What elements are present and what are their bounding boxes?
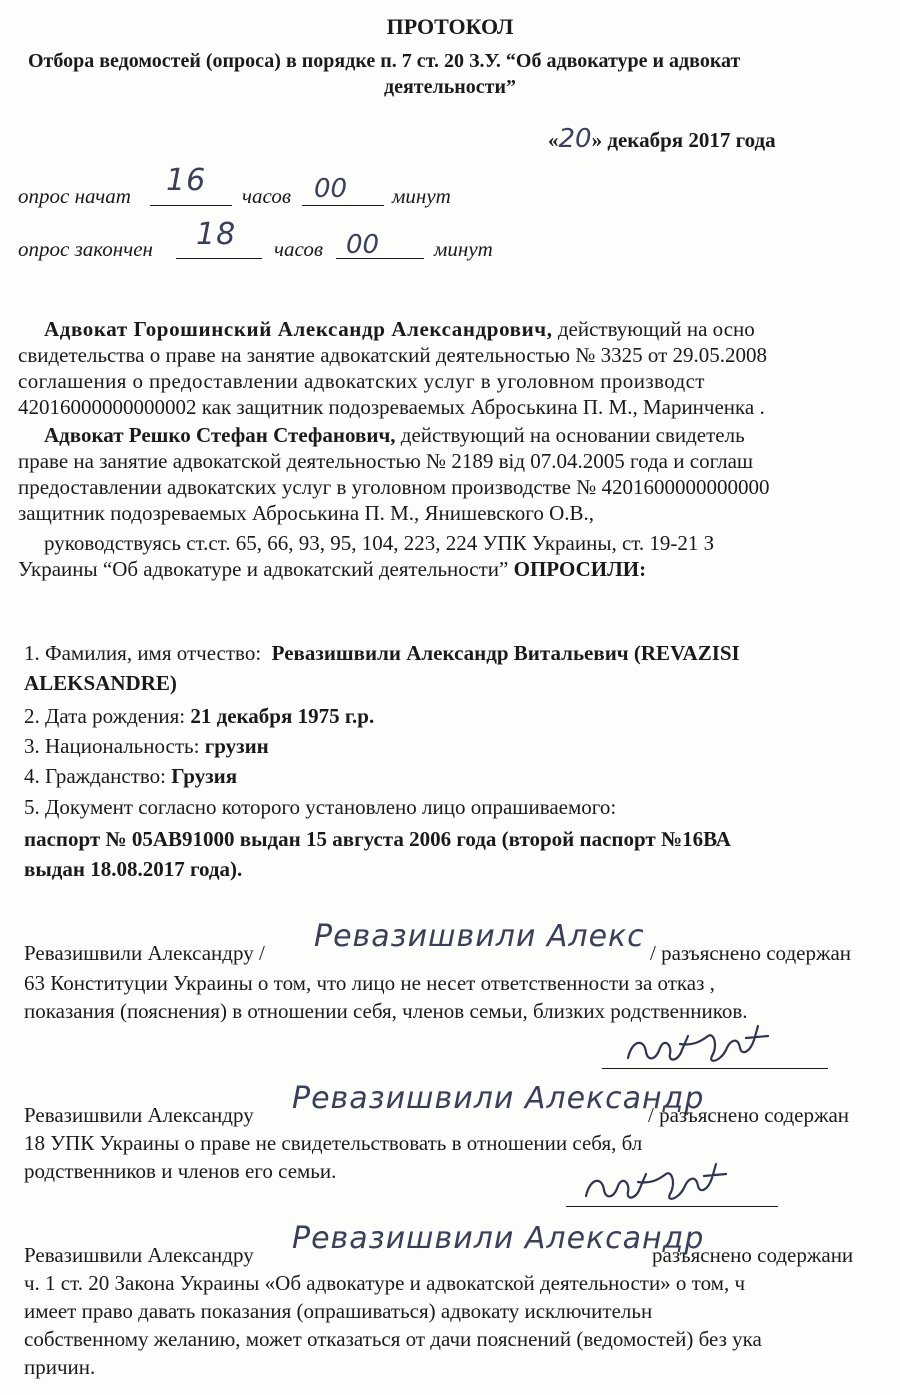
document-subtitle-line2: деятельности” [383, 76, 517, 98]
date-rest: » декабря 2017 года [591, 128, 776, 152]
start-hours-line [150, 205, 232, 206]
end-minutes-handwritten: 00 [346, 230, 380, 260]
full-name-value-cont: ALEKSANDRE) [24, 671, 177, 695]
end-label: опрос закончен [18, 237, 153, 261]
para3-line2 [18, 556, 646, 582]
para2-line1 [44, 422, 745, 448]
nationality-label: 3. Национальность: [24, 734, 200, 758]
para1-line4: 42016000000000002 как защитник подозреваемых Аброськина П. М., Маринченка . [18, 395, 765, 419]
explanation2-prefix: Ревазишвили Александру [24, 1103, 254, 1127]
document-subtitle-line1: Отбора ведомостей (опроса) в порядке п. 7 ст. 20 З.У. “Об адвокатуре и адвокат [28, 50, 741, 72]
explanation2-line2: 18 УПК Украины о праве не свидетельствовать в отношении себя, бл [24, 1131, 643, 1155]
interrogated-heading: ОПРОСИЛИ: [508, 557, 647, 581]
para2-line3: предоставлении адвокатских услуг в уголовном производстве № 4201600000000000 [18, 475, 770, 499]
explanation1-handwriting: Ревазишвили Алекс [314, 919, 645, 954]
lawyer1-name: Адвокат Горошинский Александр Александрович, [44, 317, 553, 341]
full-name-value: Ревазишвили Александр Витальевич (REVAZISI [271, 641, 740, 665]
explanation2-suffix: / разъяснено содержан [648, 1103, 850, 1127]
start-minutes-label: минут [392, 184, 451, 208]
start-minutes-handwritten: 00 [314, 174, 348, 204]
field-birth-date [24, 703, 374, 729]
explanation1-suffix: / разъяснено содержан [650, 941, 852, 965]
explanation3-line5: причин. [24, 1355, 96, 1379]
citizenship-value: Грузия [171, 764, 238, 788]
explanation3-suffix: разъяснено содержани [652, 1243, 854, 1267]
explanation2-handwriting: Ревазишвили Александр [292, 1081, 705, 1116]
explanation2-line3: родственников и членов его семьи. [24, 1159, 337, 1183]
explanation1-line3: показания (пояснения) в отношении себя, членов семьи, близких родственников. [24, 999, 748, 1023]
start-label: опрос начат [18, 184, 131, 208]
birth-date-value: 21 декабря 1975 г.р. [190, 704, 375, 728]
document-date [548, 126, 776, 153]
para1-line1-rest: действующий на осно [552, 317, 755, 341]
field-document-label: 5. Документ согласно которого установлено лицо опрашиваемого: [24, 795, 617, 819]
nationality-value: грузин [204, 734, 269, 758]
para3-line2-text: Украины “Об адвокатуре и адвокатский деятельности” [18, 557, 509, 581]
explanation3-handwriting: Ревазишвили Александр [292, 1221, 705, 1256]
end-minutes-label: минут [434, 237, 493, 261]
para1-line3: соглашения о предоставлении адвокатских услуг в уголовном производст [18, 369, 705, 393]
citizenship-label: 4. Гражданство: [24, 764, 166, 788]
lawyer2-name: Адвокат Решко Стефан Стефанович, [44, 423, 396, 447]
signature2-mark [580, 1158, 730, 1208]
para1-line1 [44, 316, 755, 342]
field-citizenship [24, 763, 237, 789]
start-minutes-line [302, 205, 384, 206]
signature1-mark [622, 1022, 772, 1072]
explanation3-prefix: Ревазишвили Александру [24, 1243, 254, 1267]
explanation3-line3: имеет право давать показания (опрашиваться) адвокату исключительн [24, 1299, 653, 1323]
start-hours-handwritten: 16 [166, 163, 207, 198]
field-nationality [24, 733, 269, 759]
para2-line1-rest: действующий на основании свидетель [395, 423, 745, 447]
explanation1-prefix: Ревазишвили Александру / [24, 941, 265, 965]
date-open-quote: « [548, 128, 559, 152]
start-hours-label: часов [242, 184, 291, 208]
field-full-name [24, 640, 740, 666]
explanation3-line2: ч. 1 ст. 20 Закона Украины «Об адвокатуре и адвокатской деятельности» о том, ч [24, 1271, 746, 1295]
passport-line1: паспорт № 05АВ91000 выдан 15 августа 2006 года (второй паспорт №16ВА [24, 827, 731, 851]
para2-line2: праве на занятие адвокатской деятельностью № 2189 від 07.04.2005 года и соглаш [18, 449, 754, 473]
para2-line4: защитник подозреваемых Аброськина П. М., Янишевского О.В., [18, 501, 595, 525]
explanation1-line2: 63 Конституции Украины о том, что лицо не несет ответственности за отказ , [24, 971, 715, 995]
end-hours-line [176, 258, 262, 259]
end-hours-label: часов [274, 237, 323, 261]
end-hours-handwritten: 18 [196, 217, 237, 252]
birth-date-label: 2. Дата рождения: [24, 704, 186, 728]
full-name-label: 1. Фамилия, имя отчество: [24, 641, 262, 665]
document-title: ПРОТОКОЛ [386, 14, 514, 39]
passport-line2: выдан 18.08.2017 года). [24, 857, 243, 881]
para3-line1: руководствуясь ст.ст. 65, 66, 93, 95, 104, 223, 224 УПК Украины, ст. 19-21 З [44, 531, 715, 555]
date-day-handwritten: 20 [558, 124, 592, 154]
explanation3-line4: собственному желанию, может отказаться от дачи пояснений (ведомостей) без ука [24, 1327, 762, 1351]
para1-line2: свидетельства о праве на занятие адвокатский деятельностью № 3325 от 29.05.2008 [18, 343, 768, 367]
